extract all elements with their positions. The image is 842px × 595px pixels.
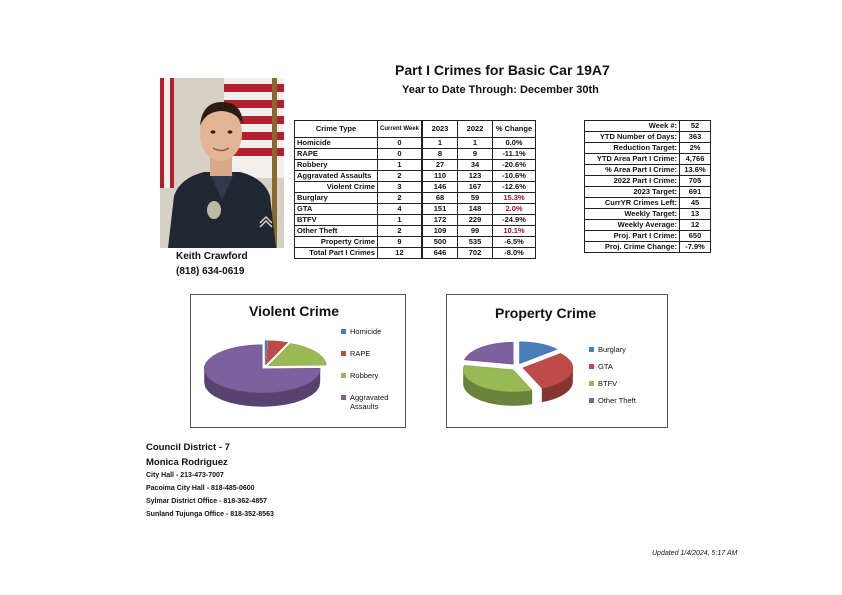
stat-label: YTD Number of Days: (585, 132, 680, 143)
table-row (423, 226, 536, 237)
officer-photo (160, 78, 284, 248)
stat-value: 45 (680, 198, 711, 209)
office-phone: Sylmar District Office - 818-362-4857 (146, 498, 268, 505)
cell-2022: 148 (458, 204, 493, 215)
table-row (295, 248, 422, 259)
officer-phone: (818) 634-0619 (176, 266, 245, 277)
legend-item (589, 345, 636, 354)
stat-label: % Area Part I Crime: (585, 165, 680, 176)
cell-change: 10.1% (493, 226, 536, 237)
cell-change: -12.6% (493, 182, 536, 193)
table-row (295, 193, 422, 204)
stat-value: 650 (680, 231, 711, 242)
table-row (295, 138, 422, 149)
table-row (585, 121, 711, 132)
chart-title: Violent Crime (249, 303, 339, 319)
table-row (295, 204, 422, 215)
page-subtitle: Year to Date Through: December 30th (402, 84, 599, 96)
cell-2022: 34 (458, 160, 493, 171)
table-row (423, 149, 536, 160)
stat-label: Proj. Part I Crime: (585, 231, 680, 242)
cell-2023: 646 (423, 248, 458, 259)
table-row (585, 220, 711, 231)
row-week: 12 (378, 248, 422, 259)
table-row (423, 160, 536, 171)
stat-value: 2% (680, 143, 711, 154)
row-label: Aggravated Assaults (295, 171, 378, 182)
legend-item (341, 349, 397, 358)
cell-2023: 172 (423, 215, 458, 226)
row-week: 0 (378, 149, 422, 160)
stat-value: 52 (680, 121, 711, 132)
office-phone: Sunland Tujunga Office - 818-352-8563 (146, 511, 274, 518)
table-row (423, 182, 536, 193)
row-label: Burglary (295, 193, 378, 204)
cell-2022: 123 (458, 171, 493, 182)
legend-item (341, 393, 397, 411)
cell-2023: 27 (423, 160, 458, 171)
updated-timestamp: Updated 1/4/2024, 5:17 AM (652, 550, 738, 557)
row-week: 2 (378, 171, 422, 182)
stat-value: 13 (680, 209, 711, 220)
legend-swatch (589, 381, 594, 386)
cell-2023: 500 (423, 237, 458, 248)
legend (589, 345, 636, 413)
col-crime-type: Crime Type (295, 121, 378, 138)
cell-change: -11.1% (493, 149, 536, 160)
row-label: BTFV (295, 215, 378, 226)
table-row (585, 187, 711, 198)
table-row (295, 171, 422, 182)
table-row (585, 231, 711, 242)
table-row (295, 149, 422, 160)
stat-value: 4,766 (680, 154, 711, 165)
office-phone: Pacoima City Hall - 818-485-0600 (146, 485, 255, 492)
stat-label: 2022 Part I Crime: (585, 176, 680, 187)
cell-2023: 109 (423, 226, 458, 237)
row-week: 4 (378, 204, 422, 215)
council-member: Monica Rodriguez (146, 457, 228, 468)
table-row (585, 242, 711, 253)
row-label: Other Theft (295, 226, 378, 237)
legend-swatch (589, 347, 594, 352)
row-week: 2 (378, 226, 422, 237)
cell-2023: 1 (423, 138, 458, 149)
officer-name: Keith Crawford (176, 251, 248, 262)
cell-2023: 151 (423, 204, 458, 215)
legend-label: Homicide (350, 327, 382, 336)
pie-slice-other-theft (464, 342, 513, 364)
legend-swatch (589, 398, 594, 403)
legend-item (589, 396, 636, 405)
table-row (585, 165, 711, 176)
row-week: 1 (378, 160, 422, 171)
cell-2022: 229 (458, 215, 493, 226)
table-row (585, 176, 711, 187)
cell-change: -8.0% (493, 248, 536, 259)
stat-label: Weekly Average: (585, 220, 680, 231)
legend-item (589, 379, 636, 388)
legend-swatch (589, 364, 594, 369)
table-row (585, 209, 711, 220)
legend-label: RAPE (350, 349, 371, 358)
cell-2022: 59 (458, 193, 493, 204)
cell-2023: 146 (423, 182, 458, 193)
crime-type-table (294, 120, 422, 259)
row-label: RAPE (295, 149, 378, 160)
legend-swatch (341, 373, 346, 378)
row-label: Property Crime (295, 237, 378, 248)
table-row (295, 215, 422, 226)
legend-item (589, 362, 636, 371)
cell-2023: 8 (423, 149, 458, 160)
stat-value: 705 (680, 176, 711, 187)
legend-label: Robbery (350, 371, 379, 380)
cell-change: 2.0% (493, 204, 536, 215)
table-row (423, 204, 536, 215)
table-row (585, 132, 711, 143)
stat-value: 691 (680, 187, 711, 198)
cell-change: 15.3% (493, 193, 536, 204)
stat-label: YTD Area Part I Crime: (585, 154, 680, 165)
chart-title: Property Crime (495, 305, 597, 321)
row-label: Violent Crime (295, 182, 378, 193)
cell-2022: 1 (458, 138, 493, 149)
stats-table (584, 120, 711, 253)
property-crime-chart (446, 294, 668, 428)
table-row (295, 182, 422, 193)
table-row (585, 198, 711, 209)
legend-label: BTFV (598, 379, 618, 388)
stat-value: 13.6% (680, 165, 711, 176)
col-current-week: Current Week (378, 121, 422, 138)
cell-2022: 99 (458, 226, 493, 237)
table-row (423, 171, 536, 182)
table-row (423, 237, 536, 248)
cell-change: -6.5% (493, 237, 536, 248)
col-2022: 2022 (458, 121, 493, 138)
stat-label: Proj. Crime Change: (585, 242, 680, 253)
row-week: 2 (378, 193, 422, 204)
cell-change: 0.0% (493, 138, 536, 149)
table-row (585, 143, 711, 154)
legend-swatch (341, 395, 346, 400)
row-label: Robbery (295, 160, 378, 171)
legend-swatch (341, 351, 346, 356)
property-pie (453, 331, 589, 425)
legend-label: Aggravated Assaults (350, 393, 389, 411)
legend-label: Other Theft (598, 396, 636, 405)
stat-label: Reduction Target: (585, 143, 680, 154)
council-info (146, 442, 274, 524)
table-row (295, 160, 422, 171)
stat-label: Week #: (585, 121, 680, 132)
legend-item (341, 327, 397, 336)
cell-2022: 702 (458, 248, 493, 259)
row-week: 0 (378, 138, 422, 149)
row-label: Total Part I Crimes (295, 248, 378, 259)
violent-crime-chart (190, 294, 406, 428)
legend-label: GTA (598, 362, 613, 371)
legend (341, 327, 397, 424)
row-week: 3 (378, 182, 422, 193)
table-row (423, 215, 536, 226)
cell-2023: 110 (423, 171, 458, 182)
table-header-row (423, 121, 536, 138)
cell-2022: 167 (458, 182, 493, 193)
office-phone: City Hall - 213-473-7007 (146, 472, 224, 479)
row-label: Homicide (295, 138, 378, 149)
stat-value: 363 (680, 132, 711, 143)
table-row (423, 138, 536, 149)
legend-label: Burglary (598, 345, 626, 354)
row-label: GTA (295, 204, 378, 215)
row-week: 1 (378, 215, 422, 226)
table-row (423, 248, 536, 259)
cell-change: -10.6% (493, 171, 536, 182)
violent-pie (199, 329, 337, 425)
council-district: Council District - 7 (146, 442, 230, 453)
table-row (295, 226, 422, 237)
page-title: Part I Crimes for Basic Car 19A7 (395, 62, 610, 78)
stat-value: 12 (680, 220, 711, 231)
table-row (295, 237, 422, 248)
table-row (585, 154, 711, 165)
cell-2022: 535 (458, 237, 493, 248)
table-header-row (295, 121, 422, 138)
legend-item (341, 371, 397, 380)
col-2023: 2023 (423, 121, 458, 138)
stat-value: -7.9% (680, 242, 711, 253)
cell-change: -24.9% (493, 215, 536, 226)
row-week: 9 (378, 237, 422, 248)
col-change: % Change (493, 121, 536, 138)
stat-label: CurrYR Crimes Left: (585, 198, 680, 209)
cell-change: -20.6% (493, 160, 536, 171)
cell-2023: 68 (423, 193, 458, 204)
stat-label: Weekly Target: (585, 209, 680, 220)
year-comparison-table (422, 120, 536, 259)
legend-swatch (341, 329, 346, 334)
cell-2022: 9 (458, 149, 493, 160)
table-row (423, 193, 536, 204)
stat-label: 2023 Target: (585, 187, 680, 198)
